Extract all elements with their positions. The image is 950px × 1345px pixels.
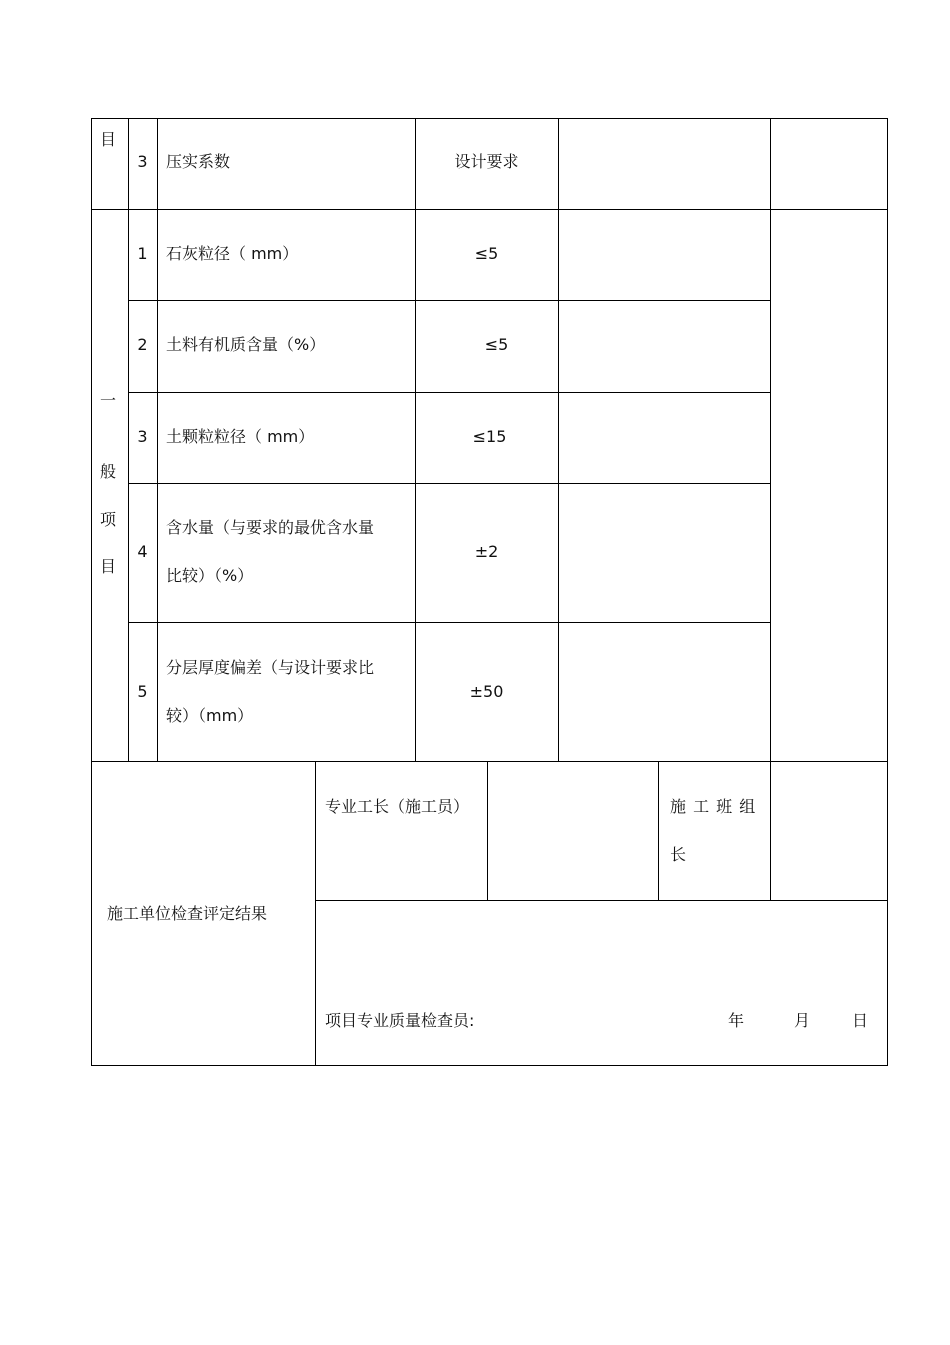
rule-top (91, 118, 888, 119)
rule-section-divider (91, 761, 888, 762)
date-month: 月 (794, 1011, 811, 1030)
item-text-line-2: 比较）（%） (166, 566, 254, 585)
inspection-result-label: 施工单位检查评定结果 (107, 904, 268, 923)
date-day: 日 (852, 1011, 869, 1030)
item-text: 土料有机质含量（%） (166, 335, 326, 354)
rule-foreman-sign-right (658, 761, 659, 901)
rule-bottom (91, 1065, 888, 1066)
rule-row-divider-3 (128, 392, 770, 393)
category-char: 目 (100, 557, 117, 576)
rule-row-divider-1 (91, 209, 888, 210)
inspector-label: 项目专业质量检查员: (325, 1011, 475, 1030)
rule-foreman-right (487, 761, 488, 901)
row-number: 1 (137, 244, 148, 263)
category-char: 般 (100, 462, 117, 481)
rule-row-divider-2 (128, 300, 770, 301)
team-leader-label-line-2: 长 (670, 845, 687, 864)
item-text-line-1: 分层厚度偏差（与设计要求比 (166, 658, 375, 677)
rule-row-divider-4 (128, 483, 770, 484)
item-text: 土颗粒粒径（ mm） (166, 427, 315, 446)
item-text: 压实系数 (166, 152, 231, 171)
rule-right (887, 118, 888, 1066)
row-number: 3 (137, 427, 148, 446)
requirement-text: ±50 (469, 682, 504, 701)
requirement-text: ≤5 (474, 244, 499, 263)
requirement-text: 设计要求 (454, 152, 519, 171)
rule-result-right (770, 118, 771, 900)
item-text: 石灰粒径（ mm） (166, 244, 299, 263)
date-year: 年 (728, 1011, 745, 1030)
category-tail-text: 目 (100, 130, 117, 149)
row-number: 2 (137, 335, 148, 354)
requirement-text: ±2 (474, 542, 499, 561)
rule-row-divider-5 (128, 622, 770, 623)
requirement-text: ≤15 (472, 427, 507, 446)
item-text-line-2: 较）（mm） (166, 706, 254, 725)
rule-label-right (315, 761, 316, 1066)
foreman-label: 专业工长（施工员） (325, 797, 470, 816)
category-char: 项 (100, 510, 117, 529)
row-number: 5 (137, 682, 148, 701)
rule-item-right (415, 118, 416, 762)
category-char: 一 (100, 391, 117, 410)
row-number: 4 (137, 542, 148, 561)
team-leader-label-line-1: 施 工 班 组 (670, 797, 757, 816)
rule-left (91, 118, 92, 1066)
item-text-line-1: 含水量（与要求的最优含水量 (166, 518, 375, 537)
row-number: 3 (137, 152, 148, 171)
rule-number-right (157, 118, 158, 762)
requirement-text: ≤5 (484, 335, 509, 354)
rule-signature-divider (315, 900, 888, 901)
